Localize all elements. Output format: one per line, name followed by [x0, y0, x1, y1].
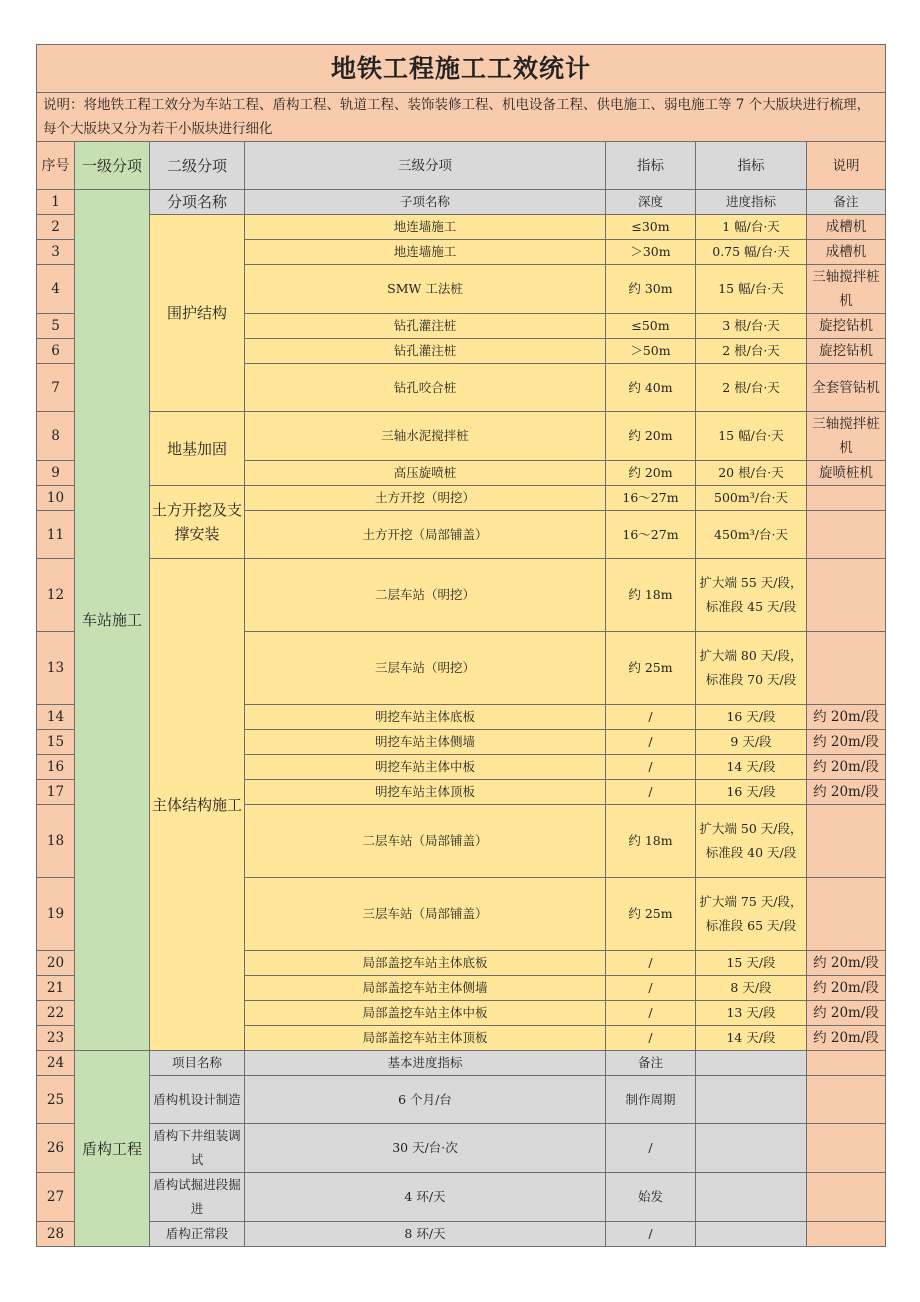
empty-cell	[696, 1124, 807, 1173]
shield-remark: 备注	[606, 1051, 696, 1076]
row-depth: /	[606, 1026, 696, 1051]
row-progress: 扩大端 55 天/段，标准段 45 天/段	[696, 559, 807, 632]
row-seq: 3	[37, 240, 75, 265]
empty-cell	[807, 1124, 886, 1173]
row-progress: 扩大端 50 天/段，标准段 40 天/段	[696, 805, 807, 878]
row-seq: 16	[37, 755, 75, 780]
row-sub-item: 明挖车站主体中板	[245, 755, 606, 780]
row-seq: 12	[37, 559, 75, 632]
row-remark: 约 20m/段	[807, 951, 886, 976]
description-note: 说明：将地铁工程工效分为车站工程、盾构工程、轨道工程、装饰装修工程、机电设备工程、供电施工、弱电施工等 7 个大版块进行梳理，每个大版块又分为若干小版块进行细化	[37, 93, 886, 142]
row-remark: 约 20m/段	[807, 1026, 886, 1051]
row-sub-item: 三层车站（明挖）	[245, 632, 606, 705]
shield-remark: /	[606, 1222, 696, 1247]
row-sub-item: 土方开挖（局部铺盖）	[245, 511, 606, 559]
level2-enclosure: 围护结构	[150, 215, 245, 412]
row-remark: 约 20m/段	[807, 755, 886, 780]
table-row	[37, 559, 886, 632]
table-row	[37, 486, 886, 511]
row-progress: 进度指标	[696, 190, 807, 215]
row-progress: 14 天/段	[696, 1026, 807, 1051]
empty-cell	[807, 1173, 886, 1222]
row-seq: 2	[37, 215, 75, 240]
level2-name-header: 分项名称	[150, 190, 245, 215]
row-sub-item: 明挖车站主体侧墙	[245, 730, 606, 755]
page-title: 地铁工程施工工效统计	[37, 45, 886, 93]
row-depth: 16～27m	[606, 511, 696, 559]
row-sub-item: 局部盖挖车站主体侧墙	[245, 976, 606, 1001]
row-sub-item: 二层车站（局部铺盖）	[245, 805, 606, 878]
row-sub-item: 局部盖挖车站主体底板	[245, 951, 606, 976]
shield-index: 基本进度指标	[245, 1051, 606, 1076]
row-sub-item: 明挖车站主体底板	[245, 705, 606, 730]
shield-index: 8 环/天	[245, 1222, 606, 1247]
header-level3: 三级分项	[245, 142, 606, 190]
shield-remark: 始发	[606, 1173, 696, 1222]
row-sub-item: 钻孔灌注桩	[245, 314, 606, 339]
row-depth: /	[606, 780, 696, 805]
row-sub-item: 三层车站（局部铺盖）	[245, 878, 606, 951]
empty-cell	[696, 1076, 807, 1124]
row-depth: ＞50m	[606, 339, 696, 364]
row-sub-item: 钻孔灌注桩	[245, 339, 606, 364]
row-depth: 约 30m	[606, 265, 696, 314]
row-seq: 15	[37, 730, 75, 755]
row-depth: 约 25m	[606, 632, 696, 705]
row-remark	[807, 511, 886, 559]
row-sub-item: 高压旋喷桩	[245, 461, 606, 486]
shield-item: 盾构试掘进段掘进	[150, 1173, 245, 1222]
row-progress: 13 天/段	[696, 1001, 807, 1026]
table-row	[37, 412, 886, 461]
shield-remark: 制作周期	[606, 1076, 696, 1124]
shield-item: 盾构机设计制造	[150, 1076, 245, 1124]
row-sub-item: 子项名称	[245, 190, 606, 215]
row-remark: 约 20m/段	[807, 705, 886, 730]
row-progress: 20 根/台·天	[696, 461, 807, 486]
level2-main-structure: 主体结构施工	[150, 559, 245, 1051]
row-remark	[807, 632, 886, 705]
row-progress: 15 幅/台·天	[696, 265, 807, 314]
row-remark: 三轴搅拌桩机	[807, 412, 886, 461]
table-row	[37, 1222, 886, 1247]
row-seq: 5	[37, 314, 75, 339]
work-efficiency-table	[36, 44, 886, 1247]
row-depth: /	[606, 730, 696, 755]
row-sub-item: 地连墙施工	[245, 215, 606, 240]
shield-item: 盾构下井组装调试	[150, 1124, 245, 1173]
row-depth: ≤50m	[606, 314, 696, 339]
row-seq: 8	[37, 412, 75, 461]
header-index-depth: 指标	[606, 142, 696, 190]
table-row	[37, 1076, 886, 1124]
row-sub-item: 钻孔咬合桩	[245, 364, 606, 412]
row-progress: 1 幅/台·天	[696, 215, 807, 240]
row-seq: 13	[37, 632, 75, 705]
row-remark	[807, 805, 886, 878]
table-row	[37, 1124, 886, 1173]
row-sub-item: SMW 工法桩	[245, 265, 606, 314]
row-depth: 16～27m	[606, 486, 696, 511]
row-remark: 约 20m/段	[807, 1001, 886, 1026]
row-progress: 15 幅/台·天	[696, 412, 807, 461]
row-sub-item: 二层车站（明挖）	[245, 559, 606, 632]
row-depth: 约 18m	[606, 805, 696, 878]
row-seq: 7	[37, 364, 75, 412]
header-index-progress: 指标	[696, 142, 807, 190]
row-depth: 约 18m	[606, 559, 696, 632]
row-remark: 约 20m/段	[807, 976, 886, 1001]
row-depth: 深度	[606, 190, 696, 215]
empty-cell	[807, 1222, 886, 1247]
row-seq: 4	[37, 265, 75, 314]
row-depth: 约 20m	[606, 412, 696, 461]
shield-item: 盾构正常段	[150, 1222, 245, 1247]
empty-cell	[696, 1173, 807, 1222]
row-seq: 25	[37, 1076, 75, 1124]
row-seq: 10	[37, 486, 75, 511]
shield-index: 6 个月/台	[245, 1076, 606, 1124]
row-remark: 约 20m/段	[807, 730, 886, 755]
row-progress: 3 根/台·天	[696, 314, 807, 339]
row-seq: 23	[37, 1026, 75, 1051]
row-seq: 22	[37, 1001, 75, 1026]
row-remark	[807, 878, 886, 951]
shield-index: 30 天/台·次	[245, 1124, 606, 1173]
row-seq: 26	[37, 1124, 75, 1173]
row-depth: 约 40m	[606, 364, 696, 412]
row-remark: 备注	[807, 190, 886, 215]
row-seq: 1	[37, 190, 75, 215]
row-remark	[807, 486, 886, 511]
level1-shield: 盾构工程	[75, 1051, 150, 1247]
header-seq: 序号	[37, 142, 75, 190]
table-row	[37, 1051, 886, 1076]
table-row	[37, 190, 886, 215]
shield-item: 项目名称	[150, 1051, 245, 1076]
row-remark: 成槽机	[807, 215, 886, 240]
row-seq: 28	[37, 1222, 75, 1247]
row-seq: 6	[37, 339, 75, 364]
row-seq: 20	[37, 951, 75, 976]
row-sub-item: 土方开挖（明挖）	[245, 486, 606, 511]
row-progress: 15 天/段	[696, 951, 807, 976]
row-remark: 成槽机	[807, 240, 886, 265]
row-remark: 约 20m/段	[807, 780, 886, 805]
row-depth: ≤30m	[606, 215, 696, 240]
level2-foundation: 地基加固	[150, 412, 245, 486]
row-progress: 0.75 幅/台·天	[696, 240, 807, 265]
row-seq: 14	[37, 705, 75, 730]
header-remark: 说明	[807, 142, 886, 190]
row-remark	[807, 559, 886, 632]
row-remark: 旋挖钻机	[807, 339, 886, 364]
row-remark: 三轴搅拌桩机	[807, 265, 886, 314]
shield-remark: /	[606, 1124, 696, 1173]
row-progress: 500m³/台·天	[696, 486, 807, 511]
row-depth: /	[606, 951, 696, 976]
row-depth: 约 25m	[606, 878, 696, 951]
row-sub-item: 三轴水泥搅拌桩	[245, 412, 606, 461]
row-progress: 扩大端 80 天/段，标准段 70 天/段	[696, 632, 807, 705]
empty-cell	[807, 1076, 886, 1124]
header-level2: 二级分项	[150, 142, 245, 190]
row-remark: 旋挖钻机	[807, 314, 886, 339]
row-sub-item: 明挖车站主体顶板	[245, 780, 606, 805]
row-sub-item: 局部盖挖车站主体顶板	[245, 1026, 606, 1051]
row-depth: /	[606, 705, 696, 730]
empty-cell	[807, 1051, 886, 1076]
level1-station: 车站施工	[75, 190, 150, 1051]
row-progress: 2 根/台·天	[696, 339, 807, 364]
table-row	[37, 215, 886, 240]
empty-cell	[696, 1222, 807, 1247]
row-seq: 9	[37, 461, 75, 486]
row-progress: 14 天/段	[696, 755, 807, 780]
row-progress: 2 根/台·天	[696, 364, 807, 412]
level2-earthwork: 土方开挖及支撑安装	[150, 486, 245, 559]
row-seq: 27	[37, 1173, 75, 1222]
row-progress: 8 天/段	[696, 976, 807, 1001]
row-depth: 约 20m	[606, 461, 696, 486]
row-sub-item: 局部盖挖车站主体中板	[245, 1001, 606, 1026]
row-seq: 21	[37, 976, 75, 1001]
row-seq: 24	[37, 1051, 75, 1076]
row-depth: /	[606, 1001, 696, 1026]
row-progress: 扩大端 75 天/段，标准段 65 天/段	[696, 878, 807, 951]
row-remark: 全套管钻机	[807, 364, 886, 412]
row-remark: 旋喷桩机	[807, 461, 886, 486]
row-progress: 450m³/台·天	[696, 511, 807, 559]
row-depth: /	[606, 755, 696, 780]
header-level1: 一级分项	[75, 142, 150, 190]
row-progress: 16 天/段	[696, 780, 807, 805]
row-seq: 17	[37, 780, 75, 805]
row-progress: 16 天/段	[696, 705, 807, 730]
row-depth: ＞30m	[606, 240, 696, 265]
row-seq: 18	[37, 805, 75, 878]
row-sub-item: 地连墙施工	[245, 240, 606, 265]
row-depth: /	[606, 976, 696, 1001]
table-row	[37, 1173, 886, 1222]
shield-index: 4 环/天	[245, 1173, 606, 1222]
row-progress: 9 天/段	[696, 730, 807, 755]
row-seq: 11	[37, 511, 75, 559]
empty-cell	[696, 1051, 807, 1076]
row-seq: 19	[37, 878, 75, 951]
